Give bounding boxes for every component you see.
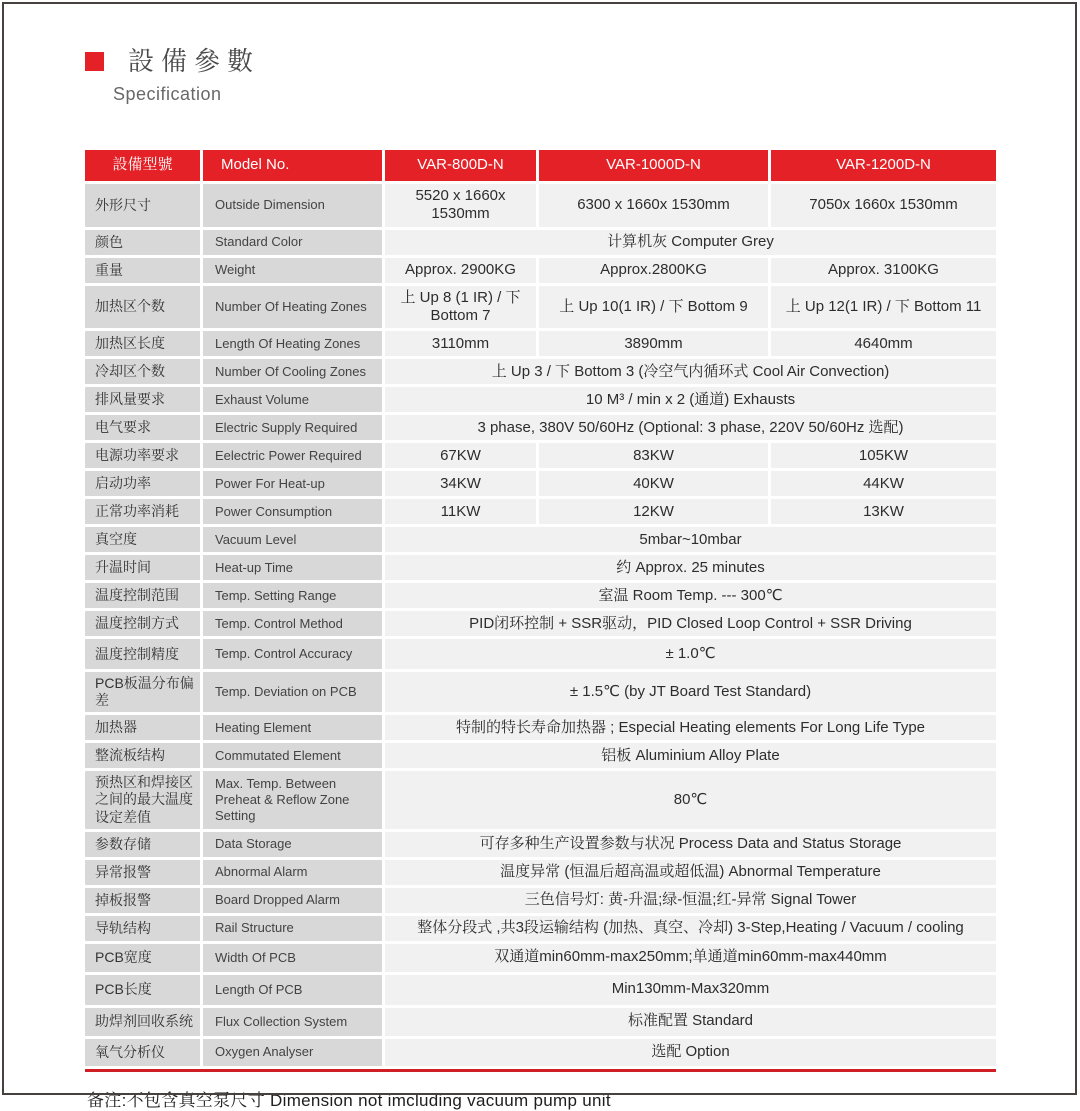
spec-value-cell: 上 Up 8 (1 IR) / 下 Bottom 7	[385, 286, 536, 329]
spec-row-label-en: Temp. Setting Range	[203, 583, 382, 608]
spec-value-cell: 室温 Room Temp. --- 300℃	[385, 583, 996, 608]
spec-row-label-en: Power For Heat-up	[203, 471, 382, 496]
spec-value-cell: 双通道min60mm-max250mm;单通道min60mm-max440mm	[385, 944, 996, 972]
spec-value-cell: 上 Up 10(1 IR) / 下 Bottom 9	[539, 286, 768, 329]
spec-row-label-zh: 电源功率要求	[85, 443, 200, 468]
spec-row-label-zh: 升温时间	[85, 555, 200, 580]
spec-row-label-zh: 加热区长度	[85, 331, 200, 356]
spec-value-cell: 10 M³ / min x 2 (通道) Exhausts	[385, 387, 996, 412]
spec-row-label-en: Vacuum Level	[203, 527, 382, 552]
spec-row-label-en: Temp. Control Method	[203, 611, 382, 636]
header-cell-model-2: VAR-1000D-N	[539, 150, 768, 181]
spec-row-label-en: Abnormal Alarm	[203, 860, 382, 885]
spec-row-label-zh: 整流板结构	[85, 743, 200, 768]
spec-value-cell: ± 1.5℃ (by JT Board Test Standard)	[385, 672, 996, 712]
spec-value-cell: 13KW	[771, 499, 996, 524]
spec-value-cell: 83KW	[539, 443, 768, 468]
spec-value-cell: 选配 Option	[385, 1039, 996, 1066]
spec-row-label-zh: 排风量要求	[85, 387, 200, 412]
header-cell-model-3: VAR-1200D-N	[771, 150, 996, 181]
spec-row-label-en: Data Storage	[203, 832, 382, 857]
spec-value-cell: 约 Approx. 25 minutes	[385, 555, 996, 580]
spec-value-cell: Approx. 3100KG	[771, 258, 996, 283]
footnote: 备注:不包含真空泵尺寸 Dimension not imcluding vacuum pump unit	[87, 1091, 611, 1110]
spec-row-label-zh: 异常报警	[85, 860, 200, 885]
spec-row-label-en: Power Consumption	[203, 499, 382, 524]
spec-value-cell: 整体分段式 ,共3段运输结构 (加热、真空、冷却) 3-Step,Heating / Vacuum / cooling	[385, 916, 996, 941]
spec-value-cell: 铝板 Aluminium Alloy Plate	[385, 743, 996, 768]
spec-row-label-zh: 电气要求	[85, 415, 200, 440]
spec-row-label-en: Width Of PCB	[203, 944, 382, 972]
spec-row-label-zh: PCB板温分布偏差	[85, 672, 200, 712]
spec-row-label-zh: 预热区和焊接区之间的最大温度设定差值	[85, 771, 200, 828]
spec-value-cell: 7050x 1660x 1530mm	[771, 184, 996, 227]
spec-value-cell: Min130mm-Max320mm	[385, 975, 996, 1005]
spec-value-cell: 温度异常 (恒温后超高温或超低温) Abnormal Temperature	[385, 860, 996, 885]
spec-row-label-en: Heat-up Time	[203, 555, 382, 580]
section-bullet-icon	[85, 52, 104, 71]
spec-value-cell: 3890mm	[539, 331, 768, 356]
spec-value-cell: 三色信号灯: 黄-升温;绿-恒温;红-异常 Signal Tower	[385, 888, 996, 913]
spec-row-label-zh: 外形尺寸	[85, 184, 200, 227]
spec-row-label-en: Board Dropped Alarm	[203, 888, 382, 913]
spec-row-label-en: Temp. Control Accuracy	[203, 639, 382, 669]
spec-value-cell: 计算机灰 Computer Grey	[385, 230, 996, 255]
header-cell-device-model: 設備型號	[85, 150, 200, 181]
spec-row-label-en: Heating Element	[203, 715, 382, 740]
spec-row-label-zh: PCB长度	[85, 975, 200, 1005]
spec-row-label-zh: 助焊剂回收系统	[85, 1008, 200, 1036]
spec-value-cell: 12KW	[539, 499, 768, 524]
spec-row-label-zh: 掉板报警	[85, 888, 200, 913]
spec-value-cell: Approx. 2900KG	[385, 258, 536, 283]
spec-row-label-zh: 温度控制精度	[85, 639, 200, 669]
spec-value-cell: 4640mm	[771, 331, 996, 356]
spec-row-label-zh: 参数存储	[85, 832, 200, 857]
spec-row-label-en: Eelectric Power Required	[203, 443, 382, 468]
spec-row-label-en: Exhaust Volume	[203, 387, 382, 412]
spec-value-cell: PID闭环控制 + SSR驱动，PID Closed Loop Control + SSR Driving	[385, 611, 996, 636]
spec-value-cell: 可存多种生产设置参数与状况 Process Data and Status Storage	[385, 832, 996, 857]
spec-row-label-zh: PCB宽度	[85, 944, 200, 972]
spec-value-cell: Approx.2800KG	[539, 258, 768, 283]
spec-row-label-en: Rail Structure	[203, 916, 382, 941]
spec-value-cell: 特制的特长寿命加热器 ; Especial Heating elements For Long Life Type	[385, 715, 996, 740]
spec-value-cell: 3110mm	[385, 331, 536, 356]
spec-row-label-en: Length Of Heating Zones	[203, 331, 382, 356]
spec-row-label-en: Flux Collection System	[203, 1008, 382, 1036]
spec-value-cell: ± 1.0℃	[385, 639, 996, 669]
spec-row-label-en: Number Of Cooling Zones	[203, 359, 382, 384]
spec-row-label-zh: 启动功率	[85, 471, 200, 496]
spec-row-label-en: Standard Color	[203, 230, 382, 255]
spec-value-cell: 6300 x 1660x 1530mm	[539, 184, 768, 227]
header-cell-model-no: Model No.	[203, 150, 382, 181]
spec-row-label-zh: 颜色	[85, 230, 200, 255]
spec-row-label-en: Weight	[203, 258, 382, 283]
spec-row-label-zh: 加热区个数	[85, 286, 200, 329]
spec-value-cell: 上 Up 3 / 下 Bottom 3 (冷空气内循环式 Cool Air Convection)	[385, 359, 996, 384]
section-header	[85, 48, 260, 105]
spec-row-label-zh: 温度控制范围	[85, 583, 200, 608]
page-subtitle: Specification	[113, 84, 222, 104]
spec-row-label-en: Oxygen Analyser	[203, 1039, 382, 1066]
spec-value-cell: 105KW	[771, 443, 996, 468]
spec-value-cell: 34KW	[385, 471, 536, 496]
spec-row-label-zh: 真空度	[85, 527, 200, 552]
spec-value-cell: 5mbar~10mbar	[385, 527, 996, 552]
spec-row-label-en: Temp. Deviation on PCB	[203, 672, 382, 712]
spec-row-label-zh: 重量	[85, 258, 200, 283]
spec-row-label-en: Commutated Element	[203, 743, 382, 768]
spec-row-label-zh: 正常功率消耗	[85, 499, 200, 524]
spec-value-cell: 67KW	[385, 443, 536, 468]
spec-row-label-en: Length Of PCB	[203, 975, 382, 1005]
page-title: 設備參數	[128, 46, 261, 76]
header-cell-model-1: VAR-800D-N	[385, 150, 536, 181]
spec-value-cell: 11KW	[385, 499, 536, 524]
spec-row-label-en: Number Of Heating Zones	[203, 286, 382, 329]
spec-value-cell: 44KW	[771, 471, 996, 496]
spec-row-label-en: Max. Temp. Between Preheat & Reflow Zone Setting	[203, 771, 382, 828]
spec-value-cell: 3 phase, 380V 50/60Hz (Optional: 3 phase, 220V 50/60Hz 选配)	[385, 415, 996, 440]
spec-row-label-zh: 冷却区个数	[85, 359, 200, 384]
spec-row-label-zh: 温度控制方式	[85, 611, 200, 636]
spec-row-label-zh: 导轨结构	[85, 916, 200, 941]
spec-value-cell: 40KW	[539, 471, 768, 496]
spec-row-label-zh: 加热器	[85, 715, 200, 740]
spec-row-label-zh: 氧气分析仪	[85, 1039, 200, 1066]
spec-row-label-en: Electric Supply Required	[203, 415, 382, 440]
spec-value-cell: 上 Up 12(1 IR) / 下 Bottom 11	[771, 286, 996, 329]
spec-value-cell: 标准配置 Standard	[385, 1008, 996, 1036]
spec-table	[85, 150, 996, 1066]
table-bottom-divider	[85, 1069, 996, 1072]
spec-value-cell: 80℃	[385, 771, 996, 828]
spec-value-cell: 5520 x 1660x 1530mm	[385, 184, 536, 227]
spec-row-label-en: Outside Dimension	[203, 184, 382, 227]
